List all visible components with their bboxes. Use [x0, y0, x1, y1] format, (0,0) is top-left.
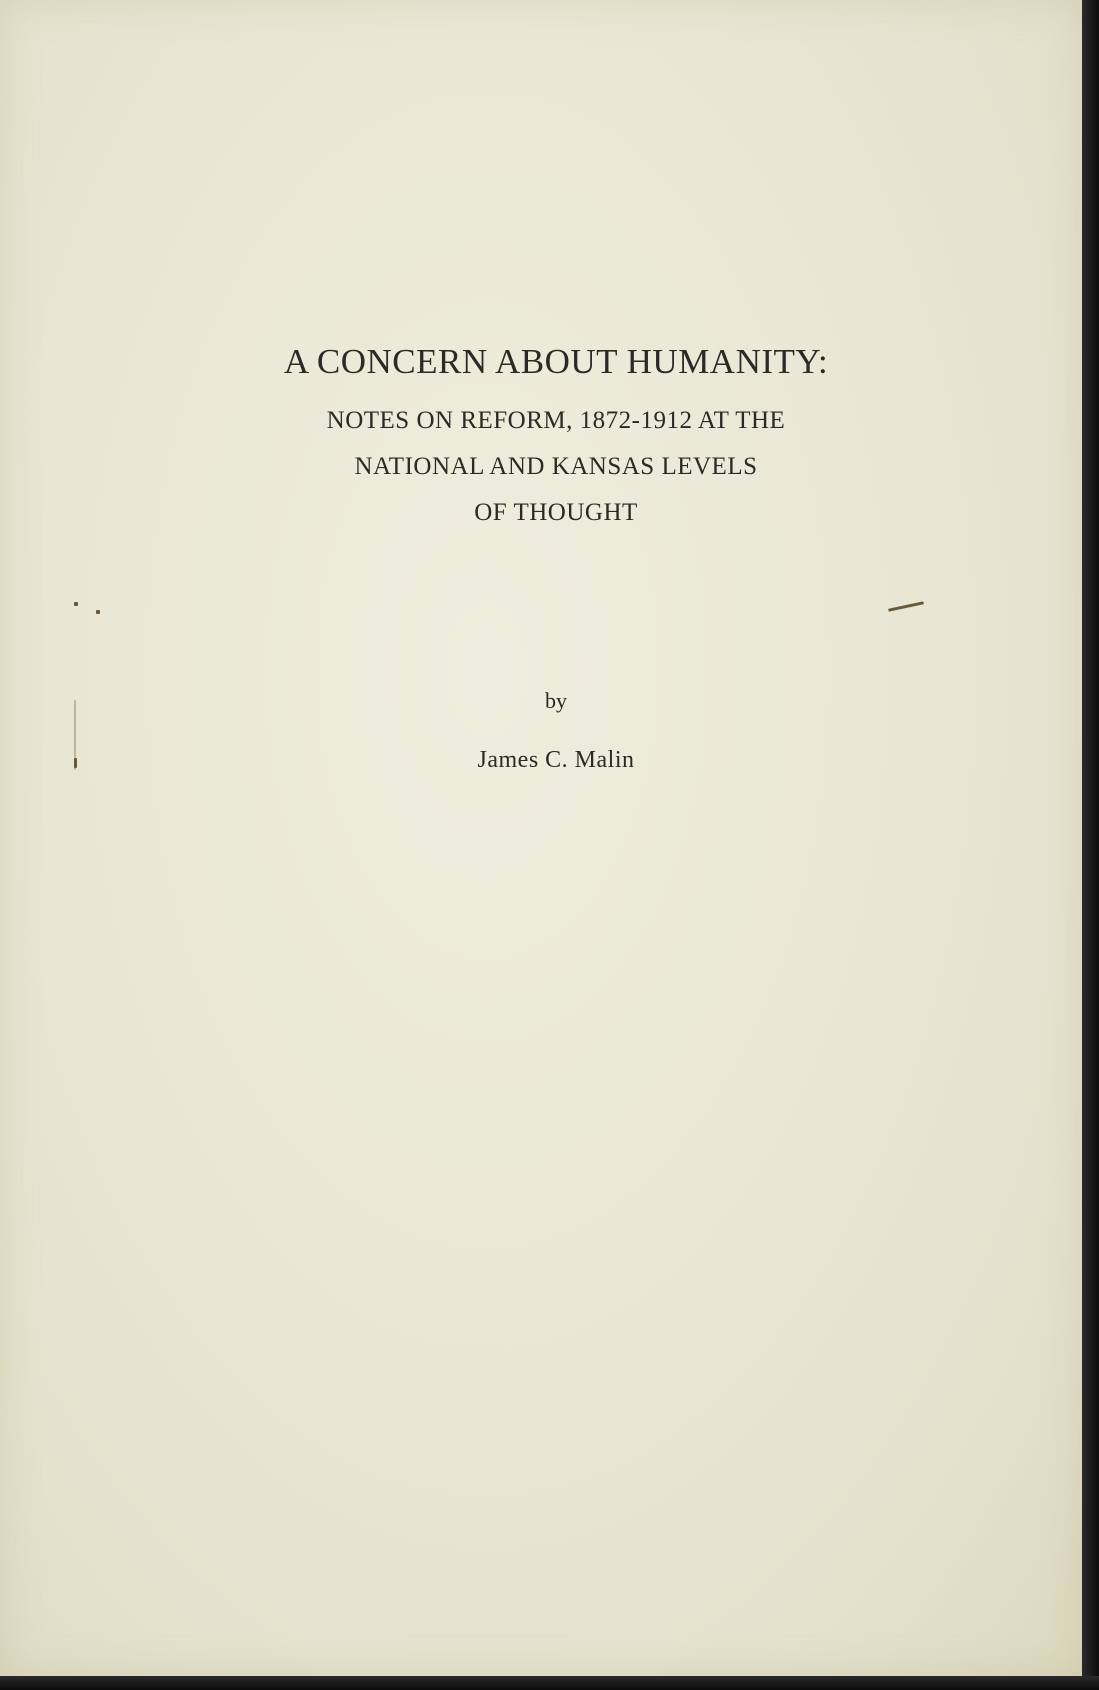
scan-edge-bottom [0, 1676, 1099, 1690]
author-name: James C. Malin [477, 747, 635, 773]
cover-subtitle [0, 398, 1082, 536]
subtitle-line: OF THOUGHT [474, 499, 638, 526]
cover-title: A CONCERN ABOUT HUMANITY: [283, 342, 829, 381]
paper-blemish [96, 610, 100, 614]
paper-blemish [74, 602, 78, 606]
subtitle-line: NOTES ON REFORM, 1872-1912 AT THE [326, 407, 786, 434]
scan-edge-right [1082, 0, 1099, 1690]
byline: by [545, 688, 567, 713]
subtitle-line: NATIONAL AND KANSAS LEVELS [354, 453, 758, 480]
paper-blemish [888, 601, 924, 611]
